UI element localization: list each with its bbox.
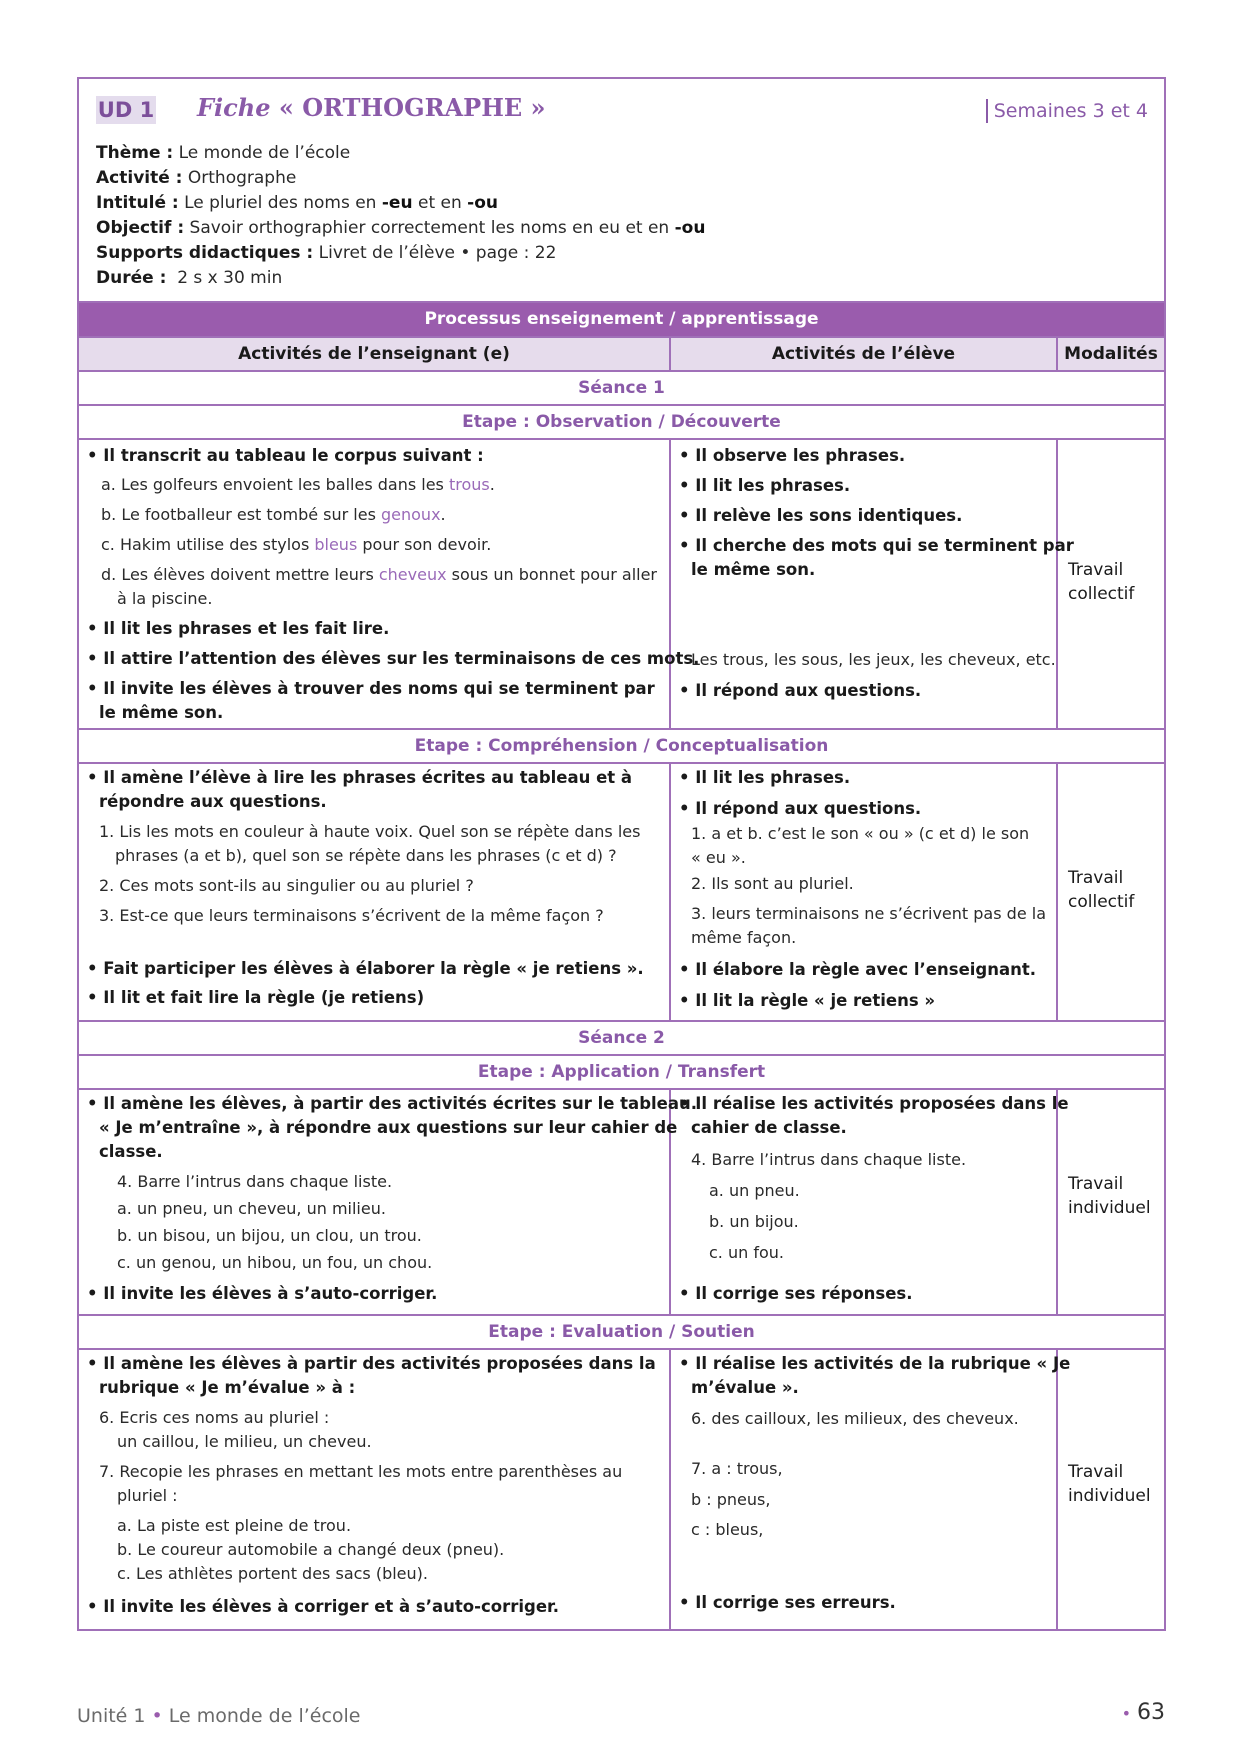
col-student: Activités de l’élève	[671, 338, 1058, 370]
etape-comprehension-band: Etape : Compréhension / Conceptualisation	[79, 730, 1164, 764]
teacher-cell: • Il amène les élèves à partir des activités proposées dans la rubrique « Je m’évalue » à : 6. Ecris ces noms au pluriel : un caillou, le milieu, un cheveu. 7. Recopie les phrases en mettant les mots entre parenthèses au pluriel : a. La piste est pleine de trou. b. Le coureur automobile a changé deux (pneu). c. Les athlètes portent des sacs (bleu). • Il invite les élèves à corriger et à s’auto-corriger.	[79, 1350, 671, 1629]
modalites-cell: Travail individuel	[1068, 1462, 1151, 1506]
teacher-cell: • Il transcrit au tableau le corpus suivant : a. Les golfeurs envoient les balles dans les trous. b. Le footballeur est tombé sur les genoux. c. Hakim utilise des stylos bleus pour son devoir. d. Les élèves doivent mettre leurs cheveux sous un bonnet pour aller à la piscine. • Il lit les phrases et les fait lire. • Il attire l’attention des élèves sur les terminaisons de ces mots. • Il invite les élèves à trouver des noms qui se terminent par le même son.	[79, 440, 671, 728]
section-band: Processus enseignement / apprentissage	[79, 303, 1164, 338]
bullet-icon: •	[151, 1705, 163, 1727]
footer-theme: Le monde de l’école	[168, 1705, 361, 1727]
modalites-cell: Travail collectif	[1068, 868, 1135, 912]
teacher-cell: • Il amène les élèves, à partir des activités écrites sur le tableau. « Je m’entraîne », à répondre aux questions sur leur cahier de classe. 4. Barre l’intrus dans chaque liste. a. un pneu, un cheveu, un milieu. b. un bisou, un bijou, un clou, un trou. c. un genou, un hibou, un fou, un chou. • Il invite les élèves à s’auto-corriger.	[79, 1090, 671, 1314]
col-teacher: Activités de l’enseignant (e)	[79, 338, 671, 370]
column-headers	[79, 338, 1164, 372]
meta-supports: Supports didactiques : Livret de l’élève • page : 22	[96, 243, 557, 263]
table-row	[79, 764, 1164, 1022]
seance-1-band: Séance 1	[79, 372, 1164, 406]
modalites-cell: Travail individuel	[1068, 1174, 1151, 1218]
modalites-cell: Travail collectif	[1068, 560, 1135, 604]
meta-theme: Thème : Le monde de l’école	[96, 143, 351, 163]
unit-badge: UD 1	[97, 98, 155, 122]
student-cell: • Il observe les phrases. • Il lit les phrases. • Il relève les sons identiques. • Il cherche des mots qui se terminent par le même son. Les trous, les sous, les jeux, les cheveux, etc. • Il répond aux questions.	[671, 440, 1058, 728]
meta-activite: Activité : Orthographe	[96, 168, 297, 188]
weeks-label: Semaines 3 et 4	[986, 99, 1148, 123]
title-subject: « ORTHOGRAPHE »	[278, 93, 546, 122]
lesson-meta	[96, 141, 705, 291]
col-modalites: Modalités	[1064, 344, 1158, 364]
etape-observation-band: Etape : Observation / Découverte	[79, 406, 1164, 440]
page-title	[197, 93, 546, 122]
page-number: • 63	[1121, 1700, 1165, 1725]
footer-unit: Unité 1	[77, 1705, 146, 1727]
teacher-cell: • Il amène l’élève à lire les phrases écrites au tableau et à répondre aux questions. 1. Lis les mots en couleur à haute voix. Quel son se répète dans les phrases (a et b), quel son se répète dans les phrases (c et d) ? 2. Ces mots sont-ils au singulier ou au pluriel ? 3. Est-ce que leurs terminaisons s’écrivent de la même façon ? • Fait participer les élèves à élaborer la règle « je retiens ». • Il lit et fait lire la règle (je retiens)	[79, 764, 671, 1020]
meta-duree: Durée : 2 s x 30 min	[96, 268, 283, 288]
etape-evaluation-band: Etape : Evaluation / Soutien	[79, 1316, 1164, 1350]
table-row	[79, 1350, 1164, 1629]
table-row	[79, 1090, 1164, 1316]
title-fiche: Fiche	[197, 93, 271, 122]
bullet-icon: •	[1121, 1704, 1131, 1723]
meta-intitule: Intitulé : Le pluriel des noms en -eu et en -ou	[96, 193, 498, 213]
page-footer	[77, 1705, 361, 1727]
student-cell: • Il réalise les activités proposées dans le cahier de classe. 4. Barre l’intrus dans chaque liste. a. un pneu. b. un bijou. c. un fou. • Il corrige ses réponses.	[671, 1090, 1058, 1314]
meta-objectif: Objectif : Savoir orthographier correctement les noms en eu et en -ou	[96, 218, 706, 238]
etape-application-band: Etape : Application / Transfert	[79, 1056, 1164, 1090]
table-row	[79, 440, 1164, 730]
lesson-sheet	[77, 77, 1166, 1631]
seance-2-band: Séance 2	[79, 1022, 1164, 1056]
sheet-header	[79, 79, 1164, 303]
student-cell: • Il lit les phrases. • Il répond aux questions. 1. a et b. c’est le son « ou » (c et d) le son « eu ». 2. Ils sont au pluriel. 3. leurs terminaisons ne s’écrivent pas de la même façon. • Il élabore la règle avec l’enseignant. • Il lit la règle « je retiens »	[671, 764, 1058, 1020]
student-cell: • Il réalise les activités de la rubrique « Je m’évalue ». 6. des cailloux, les milieux, des cheveux. 7. a : trous, b : pneus, c : bleus, • Il corrige ses erreurs.	[671, 1350, 1058, 1629]
